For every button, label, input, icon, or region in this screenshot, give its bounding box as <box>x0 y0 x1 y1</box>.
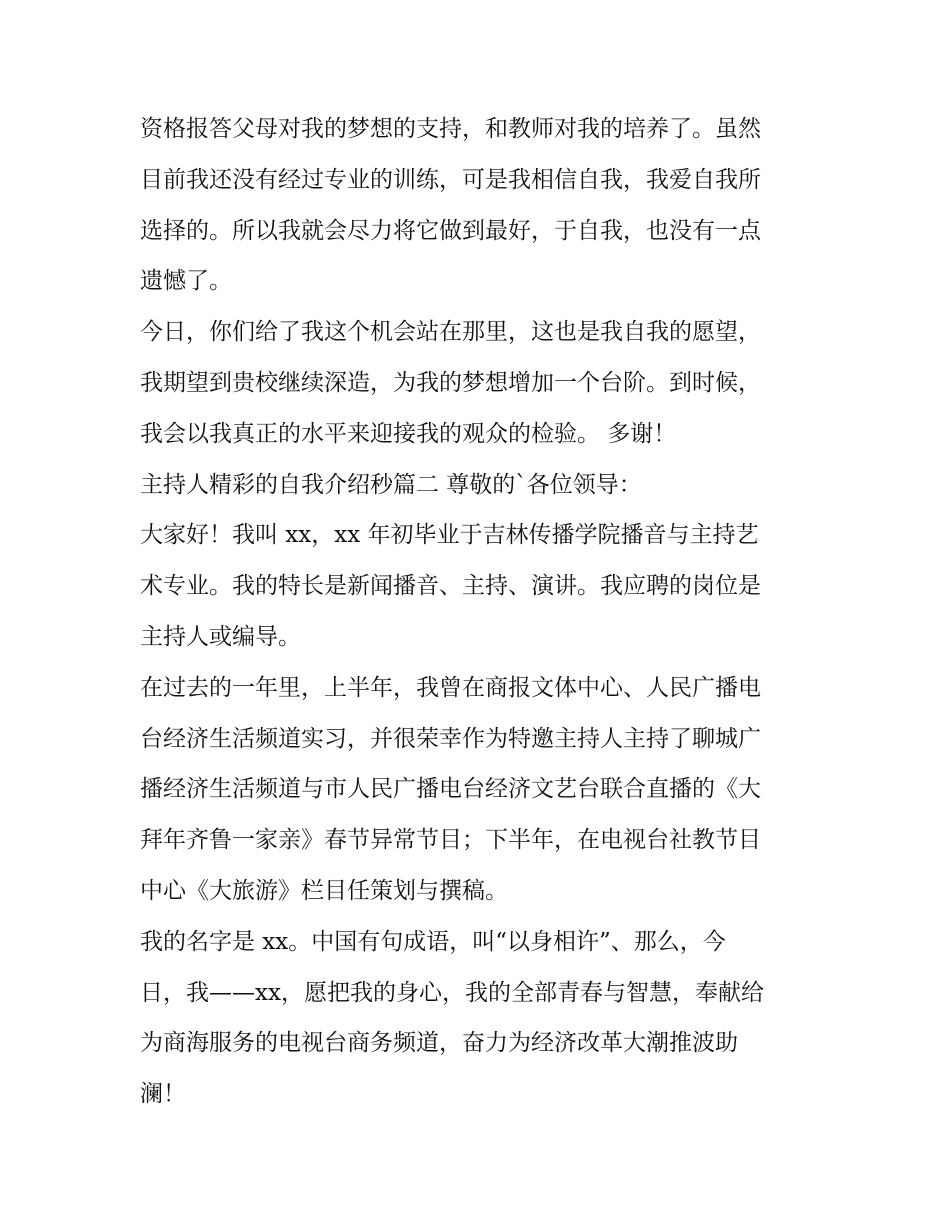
text-line: 我的名字是 xx。中国有句成语，叫“以身相许”、那么，今 <box>140 928 726 955</box>
text-line: 台经济生活频道实习，并很荣幸作为特邀主持人主持了聊城广 <box>140 725 761 752</box>
text-line: 为商海服务的电视台商务频道，奋力为经济改革大潮推波助 <box>140 1030 738 1057</box>
text-line: 我会以我真正的水平来迎接我的观众的检验。 多谢！ <box>140 420 677 447</box>
text-line: 大家好！我叫 xx，xx 年初毕业于吉林传播学院播音与主持艺 <box>140 522 759 549</box>
text-line: 拜年齐鲁一家亲》春节异常节目；下半年，在电视台社教节目 <box>140 827 761 854</box>
text-line: 今日，你们给了我这个机会站在那里，这也是我自我的愿望， <box>140 319 761 346</box>
text-line: 资格报答父母对我的梦想的支持，和教师对我的培养了。虽然 <box>140 116 761 142</box>
text-line: 我期望到贵校继续深造，为我的梦想增加一个台阶。到时候， <box>140 369 761 396</box>
text-line: 遗憾了。 <box>140 268 232 295</box>
text-line: 主持人或编导。 <box>140 623 301 650</box>
text-line: 澜！ <box>140 1081 186 1108</box>
text-line: 播经济生活频道与市人民广播电台经济文艺台联合直播的《大 <box>140 776 761 803</box>
text-line: 目前我还没有经过专业的训练，可是我相信自我，我爱自我所 <box>140 166 761 193</box>
text-line: 术专业。我的特长是新闻播音、主持、演讲。我应聘的岗位是 <box>140 573 761 600</box>
document-body <box>140 104 820 1120</box>
text-line: 日，我——xx，愿把我的身心，我的全部青春与智慧，奉献给 <box>140 979 764 1006</box>
text-line: 选择的。所以我就会尽力将它做到最好，于自我，也没有一点 <box>140 217 761 244</box>
text-line: 在过去的一年里，上半年，我曾在商报文体中心、人民广播电 <box>140 674 761 701</box>
section-heading-line: 主持人精彩的自我介绍秒篇二 尊敬的`各位领导： <box>140 471 642 498</box>
text-line: 中心《大旅游》栏目任策划与撰稿。 <box>140 877 508 904</box>
